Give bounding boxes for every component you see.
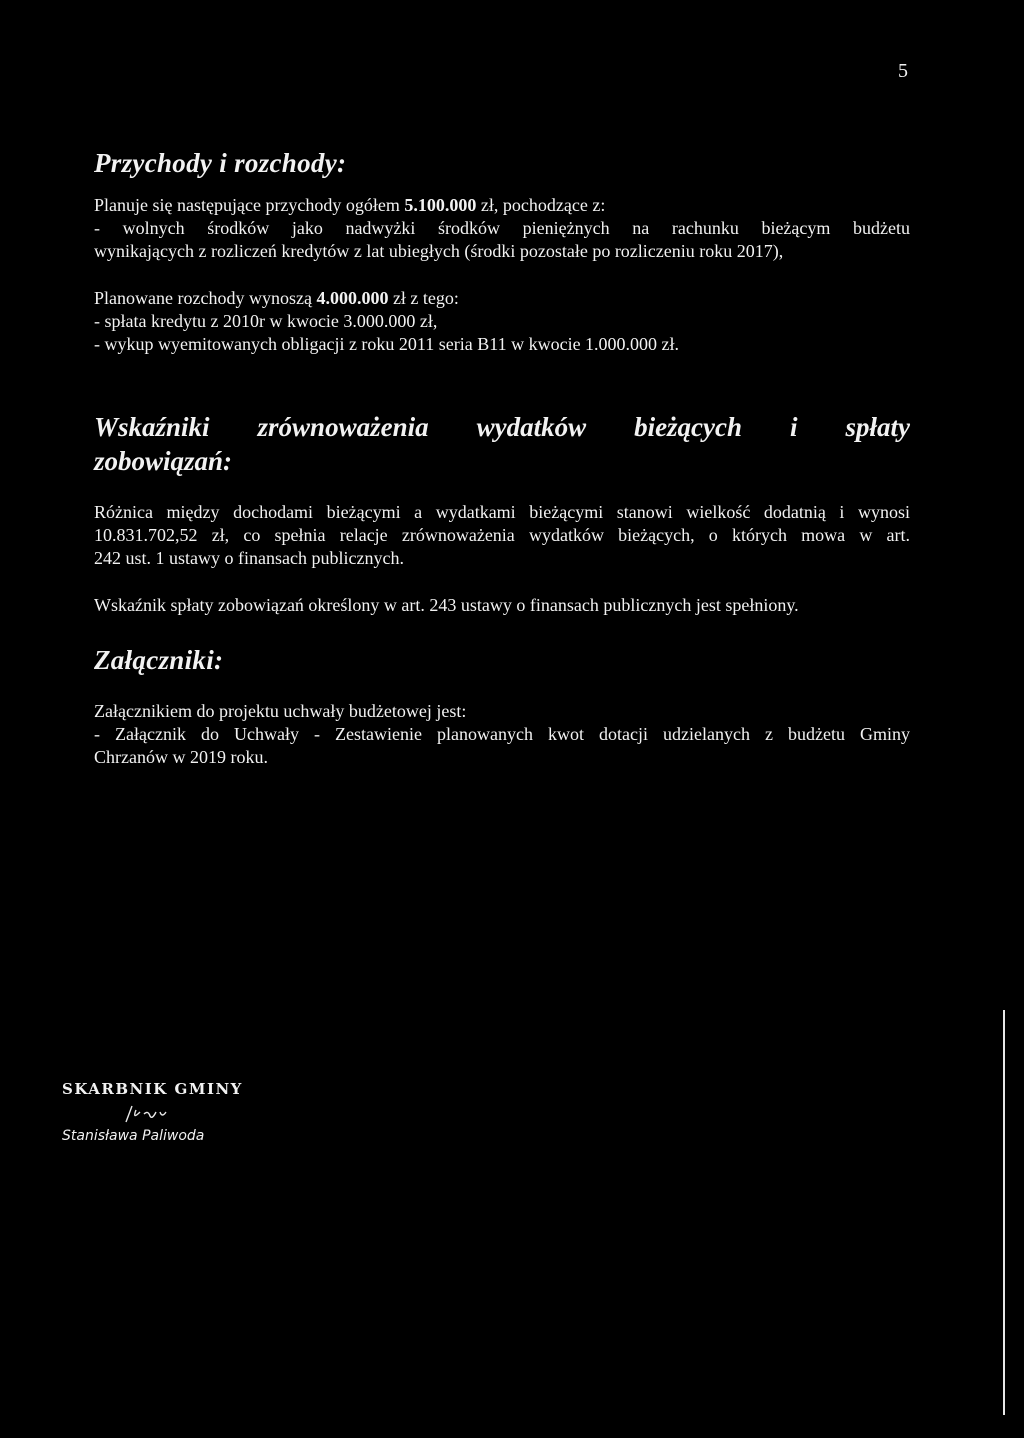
page-number: 5 — [898, 60, 908, 82]
attachments-intro: Załącznikiem do projektu uchwały budżetowej jest: — [94, 701, 467, 721]
attachments-item-line1: - Załącznik do Uchwały - Zestawienie planowanych kwot dotacji udzielanych z budżetu Gminy — [94, 724, 910, 744]
income-item-line2: wynikających z rozliczeń kredytów z lat ubiegłych (środki pozostałe po rozliczeniu roku 2017), — [94, 241, 784, 261]
stamp-name: Stanisława Paliwoda — [62, 1128, 205, 1144]
stamp-title: SKARBNIK GMINY — [62, 1080, 243, 1098]
indicators-para2-text: Wskaźnik spłaty zobowiązań określony w art. 243 ustawy o finansach publicznych jest spełniony. — [94, 595, 799, 615]
expenses-intro: Planowane rozchody wynoszą 4.000.000 zł z tego: — [94, 288, 459, 308]
scan-edge-line — [1003, 1010, 1005, 1415]
income-item-line1: - wolnych środków jako nadwyżki środków pieniężnych na rachunku bieżącym budżetu — [94, 218, 910, 238]
attachments-heading: Załączniki: — [94, 645, 224, 675]
indicators-para1-line3: 242 ust. 1 ustawy o finansach publicznych. — [94, 548, 404, 568]
income-heading: Przychody i rozchody: — [94, 148, 347, 178]
indicators-heading — [94, 410, 910, 478]
signature-icon — [122, 1102, 282, 1128]
indicators-heading-line2: zobowiązań: — [94, 446, 233, 476]
attachments-item-line2: Chrzanów w 2019 roku. — [94, 747, 268, 767]
indicators-para1-line1: Różnica między dochodami bieżącymi a wydatkami bieżącymi stanowi wielkość dodatnią i wynosi — [94, 502, 910, 522]
treasurer-stamp — [62, 1080, 282, 1144]
income-block — [94, 194, 910, 263]
indicators-heading-line1: Wskaźniki zrównoważenia wydatków bieżących i spłaty — [94, 412, 910, 442]
expenses-block — [94, 287, 910, 356]
attachments-block — [94, 700, 910, 769]
indicators-para1-line2: 10.831.702,52 zł, co spełnia relacje zrównoważenia wydatków bieżących, o których mowa w art. — [94, 525, 910, 545]
indicators-para1 — [94, 501, 910, 570]
expense-item-2: - wykup wyemitowanych obligacji z roku 2011 seria B11 w kwocie 1.000.000 zł. — [94, 334, 680, 354]
expense-item-1: - spłata kredytu z 2010r w kwocie 3.000.000 zł, — [94, 311, 438, 331]
income-intro: Planuje się następujące przychody ogółem 5.100.000 zł, pochodzące z: — [94, 195, 606, 215]
indicators-para2 — [94, 594, 910, 617]
